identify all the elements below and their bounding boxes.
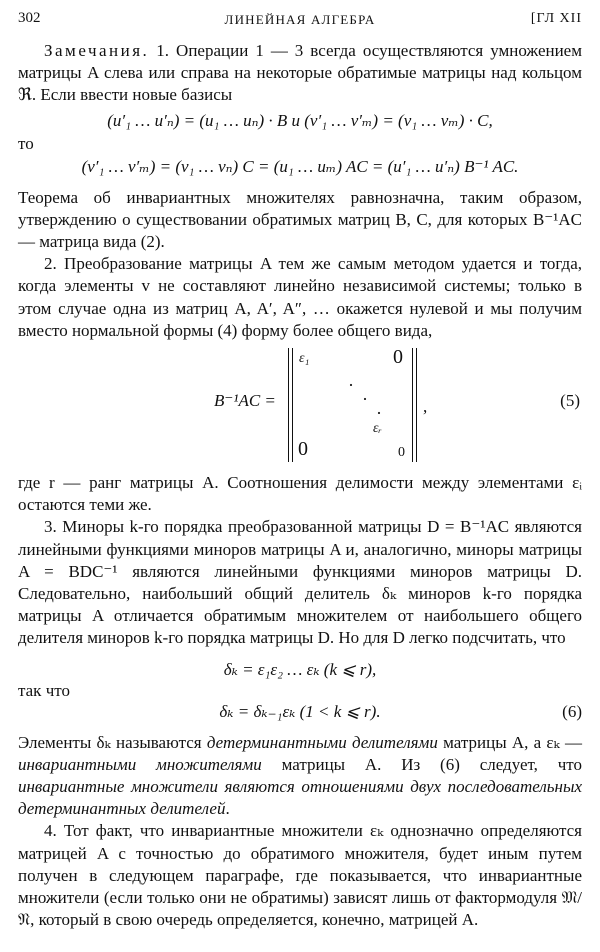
equation-number-6: (6)	[562, 701, 582, 721]
equation-basis-change	[18, 107, 582, 135]
matrix-dot: ·	[376, 403, 382, 424]
paragraph-theorem: Теорема об инвариантных множителях равнозначна, таким образом, утверждению о существовании обратимых матриц B, C, для которых B⁻¹AC — матрица вида (2).	[18, 187, 582, 252]
word-tak-chto: так что	[18, 680, 70, 700]
equation-delta-product	[18, 656, 582, 684]
term-determinant-divisors: детерминантными делителями	[206, 732, 438, 752]
text-run: матрицы A. Из (6) следует, что	[261, 754, 582, 774]
paragraph-2: 2. Преобразование матрицы A тем же самым методом удается и тогда, когда элементы v не составляют линейно независимой системы; только в этом случае одна из матриц A, A′, A″, … окажется нулевой и мы получим вместо нормальной формы (4) форму более общего вида,	[18, 254, 582, 340]
text-body	[18, 40, 582, 931]
equation-text: δₖ = ε₁ε₂ … εₖ (k ⩽ r),	[223, 659, 377, 679]
chapter-label: [ГЛ XII	[530, 11, 582, 26]
statement-ratio: инвариантные множители являются отношениями двух последовательных детерминантных делителей	[18, 777, 582, 819]
equation-number-5: (5)	[560, 391, 580, 411]
text-run: .	[225, 799, 230, 819]
equation-transform	[18, 153, 582, 181]
paragraph-remarks	[18, 40, 582, 107]
matrix-zero-bottom-left: 0	[298, 438, 308, 461]
equation-6	[18, 698, 582, 726]
equation-text: δₖ = δₖ₋₁εₖ (1 < k ⩽ r).	[219, 701, 381, 721]
matrix-zero-top-right: 0	[393, 346, 403, 369]
matrix-equation-5	[18, 346, 582, 466]
text-run: Элементы δₖ называются	[18, 732, 207, 752]
text-run: матрицы A, а εₖ —	[437, 732, 582, 752]
matrix-right-bar	[412, 348, 417, 462]
paragraph-definitions	[18, 732, 582, 821]
remarks-lead: Замечания.	[44, 41, 150, 60]
matrix-epsilon-1: ε₁	[299, 351, 310, 367]
page-header	[18, 10, 582, 30]
page-number: 302	[18, 10, 41, 26]
matrix-epsilon-r: εᵣ	[373, 421, 382, 437]
word-to: то	[18, 133, 34, 153]
running-title: ЛИНЕЙНАЯ АЛГЕБРА	[224, 12, 376, 27]
equation-text: (u′₁ … u′ₙ) = (u₁ … uₙ) · B и (v′₁ … v′ₘ) = (v₁ … vₘ) · C,	[107, 110, 493, 130]
remarks-text: 1. Операции 1 — 3 всегда осуществляются умножением матрицы A слева или справа на некоторые обратимые матрицы над кольцом ℜ. Если ввести новые базисы	[18, 41, 582, 105]
paragraph-3: 3. Миноры k-го порядка преобразованной матрицы D = B⁻¹AC являются линейными функциями миноров матрицы A и, аналогично, миноры матрицы A = BDC⁻¹ являются линейными функциями миноров матрицы D. Следовательно, наибольший общий делитель δₖ миноров k-го порядка матрицы A отличается обратимым множителем от наибольшего общего делителя миноров k-го порядка матрицы D. Но для D легко подсчитать, что	[18, 517, 582, 648]
matrix-dot: ·	[362, 389, 368, 410]
matrix-dot: ·	[348, 375, 354, 396]
matrix-zero-corner: 0	[398, 445, 405, 461]
term-invariant-factors: инвариантными множителями	[18, 754, 262, 774]
matrix-lhs: B⁻¹AC =	[214, 391, 276, 411]
equation-text: (v′₁ … v′ₘ) = (v₁ … vₙ) C = (u₁ … uₘ) AC = (u′₁ … u′ₙ) B⁻¹ AC.	[81, 156, 519, 176]
matrix-comma: ,	[423, 397, 428, 417]
paragraph-rank: где r — ранг матрицы A. Соотношения делимости между элементами εᵢ остаются теми же.	[18, 473, 582, 515]
matrix-left-bar	[288, 348, 293, 462]
paragraph-4: 4. Тот факт, что инвариантные множители εₖ однозначно определяются матрицей A с точностью до обратимого множителя, будет иным путем получен в следующем параграфе, где показывается, что инвариантные множители (если только они не обратимы) зависят лишь от фактормодуля 𝔐/𝔑, который в свою очередь определяется, конечно, матрицей A.	[18, 821, 582, 930]
